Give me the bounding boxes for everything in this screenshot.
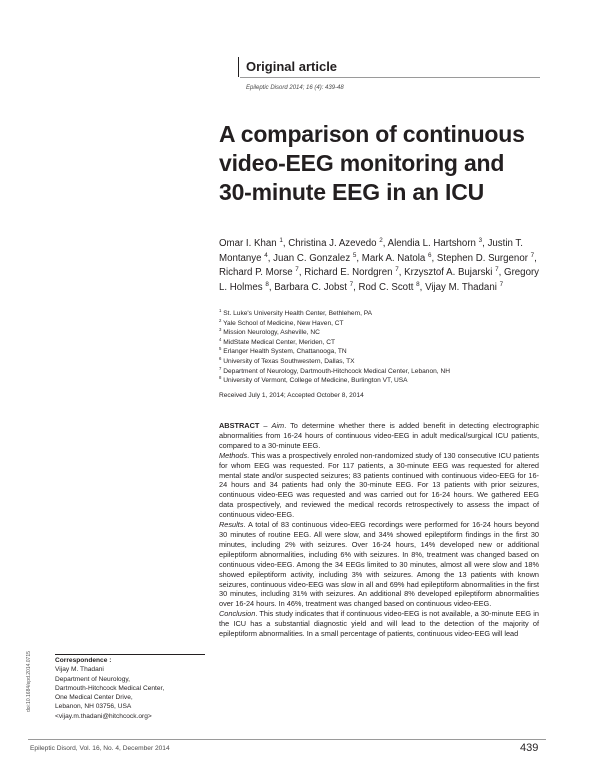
author-name: Justin T. Montanye (219, 238, 523, 264)
affiliation-item (219, 367, 559, 377)
article-title (219, 120, 559, 207)
correspondence-line: Lebanon, NH 03756, USA (55, 703, 132, 711)
affiliation-number: 3 (219, 327, 222, 332)
affiliation-item (219, 357, 559, 367)
header-rule (240, 77, 540, 78)
affiliation-item (219, 309, 559, 319)
aim-label: Aim (271, 421, 285, 430)
affiliation-item (219, 338, 559, 348)
affiliation-item (219, 376, 559, 386)
author-affiliation: 3 (478, 236, 483, 244)
author-affiliation: 7 (530, 251, 535, 259)
author-name: Barbara C. Jobst (274, 281, 347, 293)
correspondence-line: Vijay M. Thadani (55, 666, 104, 674)
title-line: A comparison of continuous (219, 121, 525, 147)
affiliation-text: Yale School of Medicine, New Haven, CT (223, 319, 344, 327)
correspondence-line: Dartmouth-Hitchcock Medical Center, (55, 684, 165, 692)
affiliation-text: Mission Neurology, Asheville, NC (223, 329, 320, 337)
affiliation-number: 2 (219, 317, 222, 323)
abstract-conclusion (219, 609, 539, 639)
affiliation-item (219, 347, 559, 357)
affiliation-text: MidState Medical Center, Meriden, CT (223, 338, 336, 346)
author-affiliation: 7 (499, 280, 504, 288)
abstract (219, 421, 539, 639)
aim-text: . To determine whether there is added benefit in detecting electrographic abnormalities from 16-24 hours of continuous video-EEG in adult medical/surgical ICU patients, compared to a 30-minute EEG. (219, 421, 540, 450)
title-line: video-EEG monitoring and (219, 150, 505, 176)
footer-journal: Epileptic Disord, Vol. 16, No. 4, December 2014 (30, 745, 170, 752)
author-name: Alendia L. Hartshorn (387, 238, 476, 249)
author-name: Rod C. Scott (358, 281, 414, 293)
author-affiliation: 7 (349, 280, 354, 288)
conclusion-label: Conclusion (219, 609, 256, 619)
title-line: 30-minute EEG in an ICU (219, 179, 485, 205)
citation: Epileptic Disord 2014; 16 (4): 439-48 (246, 85, 344, 91)
author-name: Mark A. Natola (361, 252, 426, 264)
author-name: Juan C. Gonzalez (273, 252, 351, 264)
doi-label: doi:10.1684/epd.2014.0715 (26, 651, 32, 712)
section-label: Original article (246, 59, 338, 74)
affiliation-item (219, 328, 559, 338)
methods-text: . This was a prospectively enroled non-randomized study of 130 consecutive ICU patients for whom EEG was requested. For 117 patients, a 30-minute EEG was requested for altered mental state and/or suspected seizures; 83 patients continued with continuous video-EEG for 16-24 hours and 34 patients had only the 30-minute EEG. For 13 patients with prior seizures, continuous video-EEG was requested and was carried out for 16-24 hours. We gathered EEG data prospectively, and reviewed the medical records retrospectively to assess the impact of continuous video-EEG. (219, 450, 539, 520)
page-number: 439 (520, 742, 539, 754)
correspondence-line: Department of Neurology, (55, 675, 131, 683)
author-affiliation: 7 (495, 265, 499, 273)
author-name: Gregory L. Holmes (219, 267, 540, 293)
author-name: Christina J. Azevedo (288, 238, 377, 249)
author-affiliation: 5 (352, 251, 357, 259)
affiliation-text: University of Texas Southwestern, Dallas, TX (223, 357, 355, 365)
methods-label: Methods (219, 450, 248, 460)
affiliation-number: 8 (219, 374, 222, 380)
affiliation-text: Department of Neurology, Dartmouth-Hitchcock Medical Center, Lebanon, NH (223, 367, 450, 375)
author-affiliation: 6 (428, 251, 432, 259)
affiliation-number: 4 (219, 336, 222, 342)
header-vertical-rule (238, 57, 239, 77)
author-affiliation: 7 (395, 265, 399, 273)
author-affiliation: 4 (264, 251, 268, 259)
affiliation-list (219, 309, 559, 386)
affiliation-text: Erlanger Health System, Chattanooga, TN (223, 348, 347, 356)
correspondence-rule (55, 654, 205, 655)
abstract-heading: ABSTRACT (219, 421, 260, 430)
affiliation-number: 6 (219, 355, 222, 361)
correspondence-heading: Correspondence : (55, 657, 112, 664)
author-list: Omar I. Khan $^1$, Christina J. Azevedo $^2$, Alendia L. Hartshorn $^3$, Justin T. Montanye $^4$, Juan C. Gonzalez $^5$, Mark A. Natola $^6$, Stephen D. Surgenor $^7$, Richard P. Morse $^7$, Richard E. Nordgren $^7$, Krzysztof A. Bujarski $^7$, Gregory L. Holmes $^8$, Barbara C. Jobst $^7$, Rod C. Scott $^8$, Vijay M. Thadani $^7$ (219, 236, 540, 293)
author-name: Richard P. Morse (219, 267, 293, 278)
results-text: . A total of 83 continuous video-EEG recordings were performed for 16-24 hours beyond 30 minutes of routine EEG. All were slow, and 34% showed epileptiform findings in the first 30 minutes, including 2% with seizures. Over 16-24 hours, 14% developed new or additional epileptiform abnormalities, including 6% with seizures. In 8%, treatment was changed based on continuous video-EEG. Among the 34 EEGs limited to 30 minutes, almost all were slow and 18% showed epileptiform activity, including 3% with seizures. Among the 13 patients with known seizures, continuous video-EEG was slow in all and 69% had epileptiform abnormalities in the first 30 minutes, including 31% with seizures. An additional 8% developed epileptiform abnormalities over 16-24 hours. In 46%, treatment was changed based on continuous video-EEG. (219, 520, 539, 609)
affiliation-number: 1 (219, 307, 222, 313)
conclusion-text: . This study indicates that if continuous video-EEG is not available, a 30-minute EEG in the ICU has a substantial diagnostic yield and will lead to the detection of the majority of epileptiform abnormalities. In a small percentage of patients, continuous video-EEG will lead (219, 609, 539, 639)
author-affiliation: 7 (295, 265, 299, 273)
abstract-aim: ABSTRACT – Aim. To determine whether there is added benefit in detecting electrographic abnormalities from 16-24 hours of continuous video-EEG in adult medical/surgical ICU patients, compared to a 30-minute EEG. (219, 421, 540, 450)
affiliation-text: St. Luke's University Health Center, Bethlehem, PA (223, 310, 373, 317)
correspondence-block (55, 656, 230, 721)
author-affiliation: 8 (265, 280, 269, 288)
author-name: Krzysztof A. Bujarski (404, 267, 493, 278)
affiliation-number: 7 (219, 365, 222, 371)
correspondence-line: One Medical Center Drive, (55, 694, 133, 702)
abstract-methods (219, 451, 539, 520)
author-affiliation: 8 (416, 280, 420, 288)
footer-rule (28, 739, 546, 740)
abstract-results (219, 520, 539, 609)
affiliation-item (219, 319, 559, 329)
author-name: Richard E. Nordgren (304, 267, 393, 278)
author-name: Omar I. Khan (219, 238, 277, 249)
author-name: Vijay M. Thadani (425, 281, 497, 293)
received-dates: Received July 1, 2014; Accepted October 8, 2014 (219, 392, 364, 399)
correspondence-email[interactable]: <vijay.m.thadani@hitchcock.org> (55, 712, 152, 720)
author-name: Stephen D. Surgenor (436, 252, 528, 264)
affiliation-text: University of Vermont, College of Medicine, Burlington VT, USA (223, 377, 408, 385)
author-affiliation: 2 (379, 236, 383, 244)
author-affiliation: 1 (279, 236, 283, 244)
affiliation-number: 5 (219, 346, 222, 352)
results-label: Results (219, 520, 244, 530)
